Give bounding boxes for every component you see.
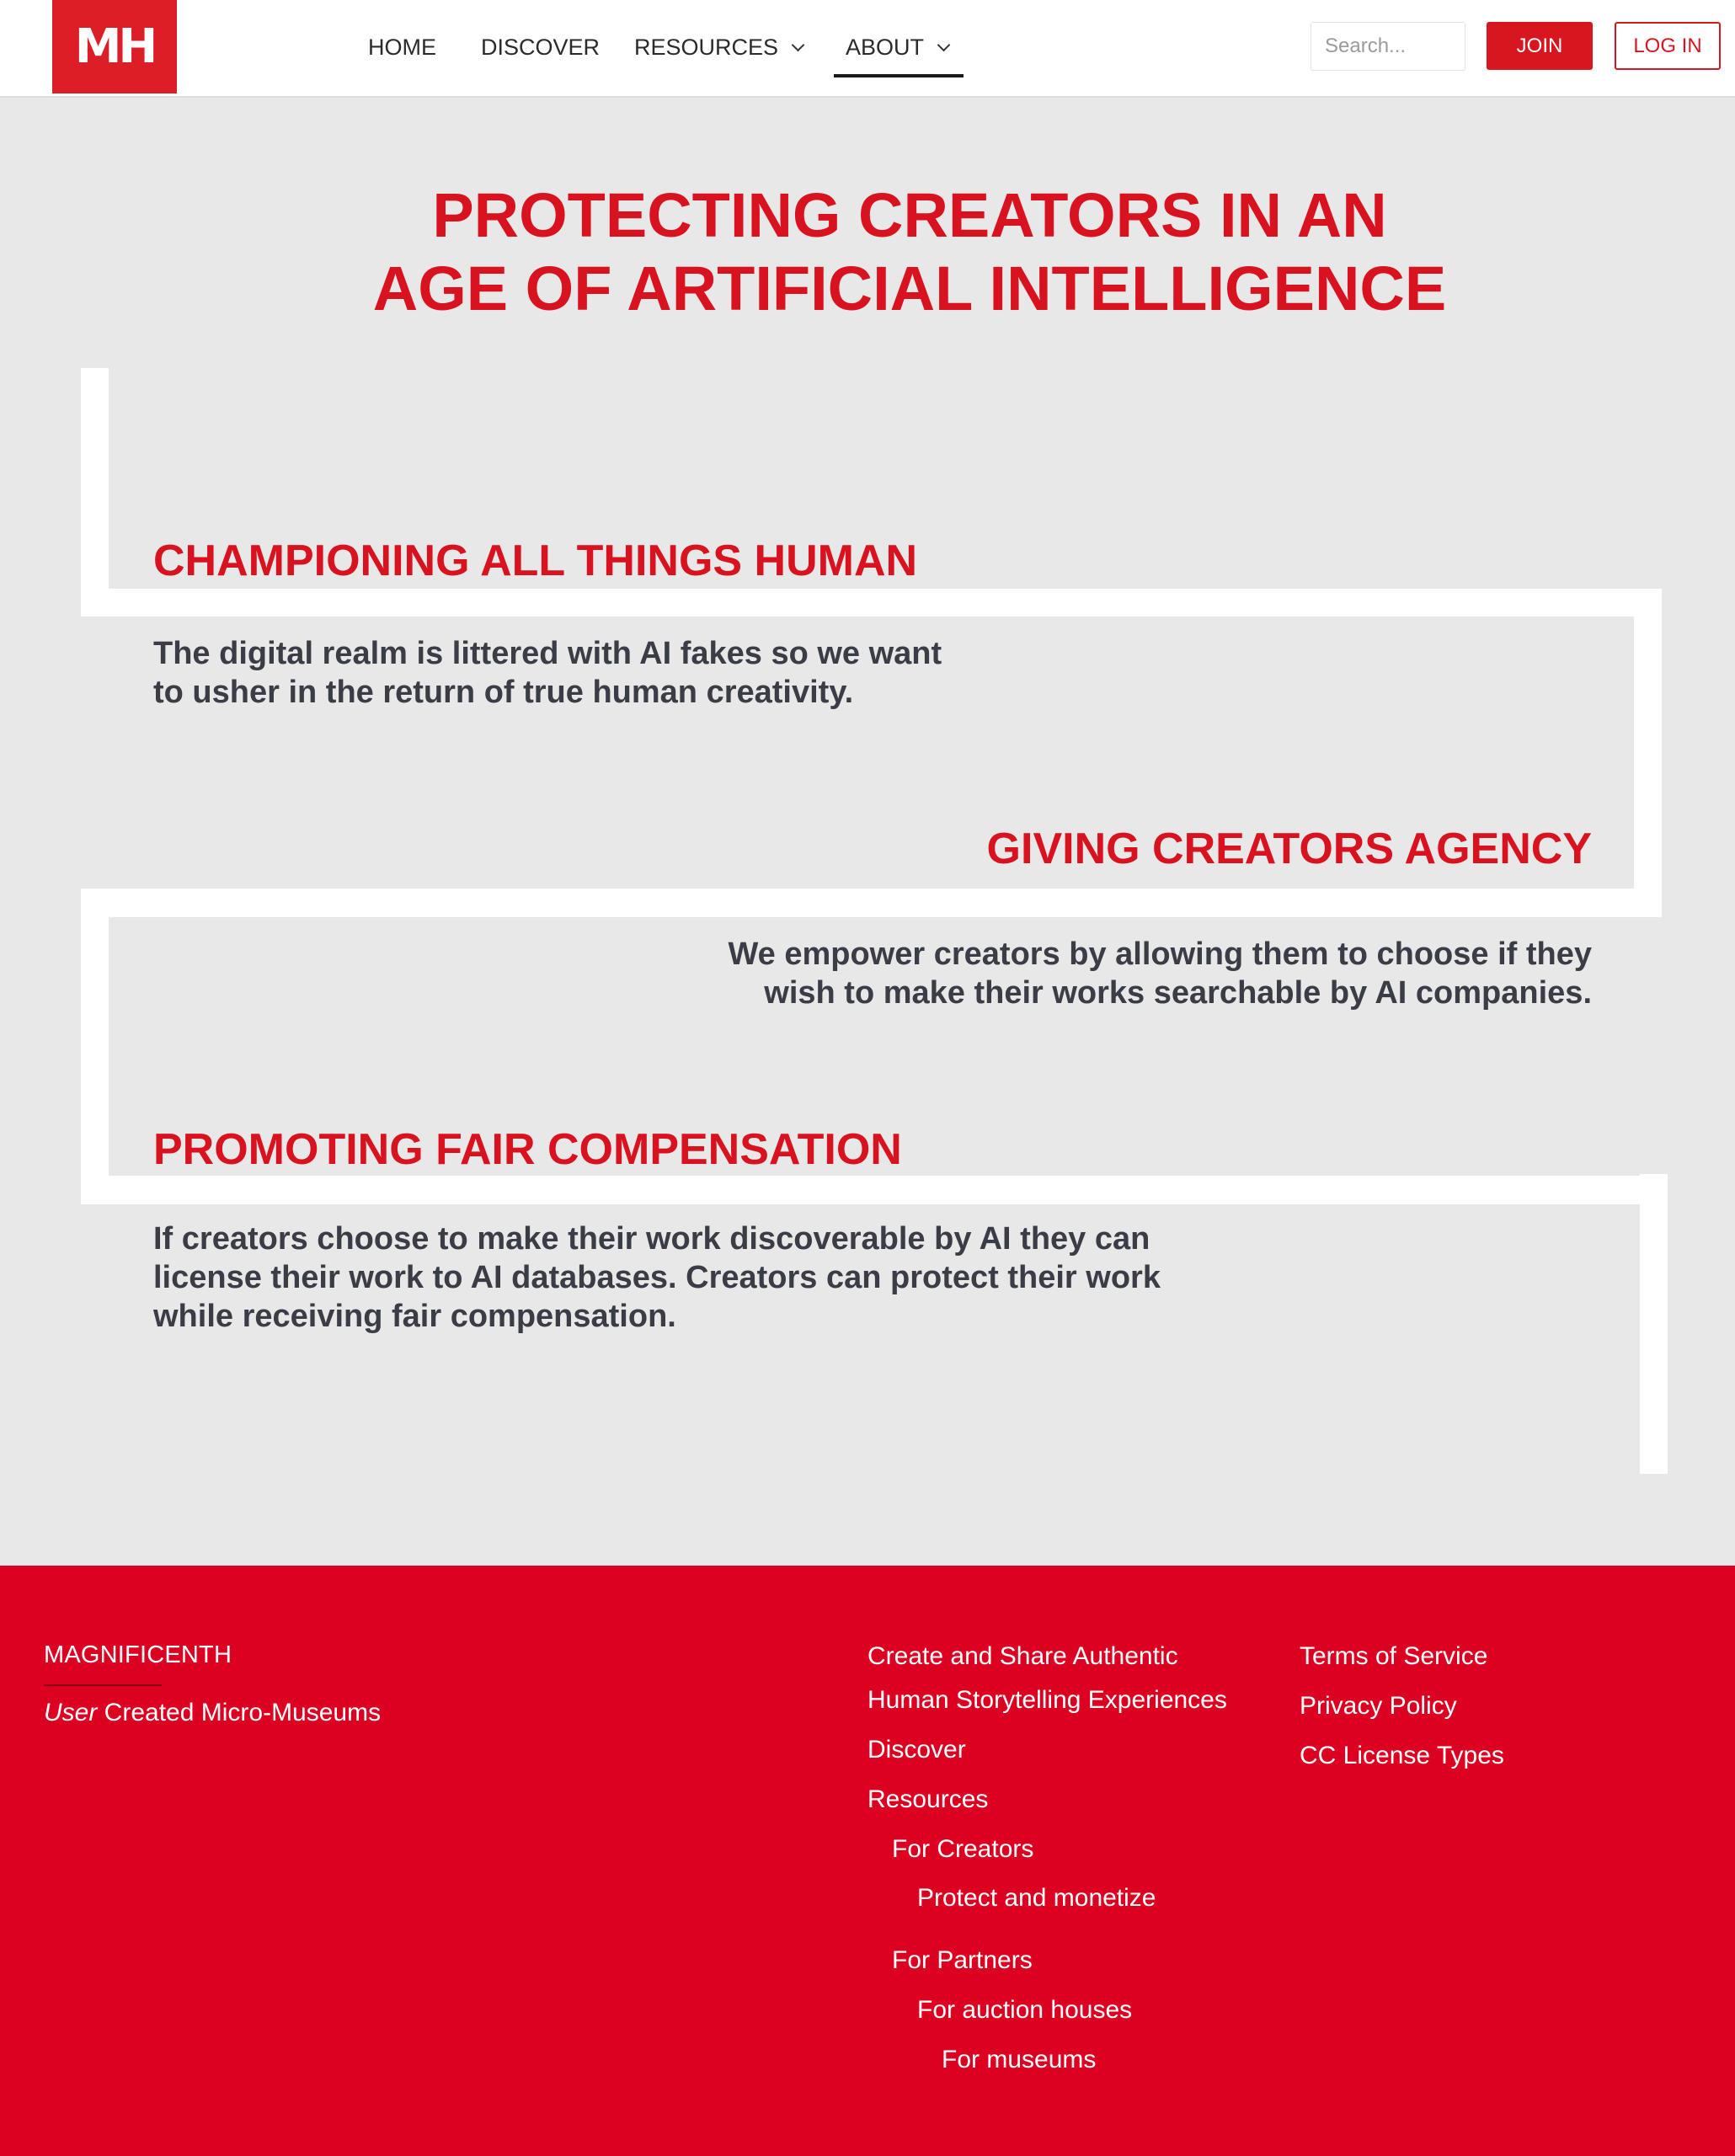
page-title — [0, 179, 1735, 325]
tagline-rest: Created Micro-Museums — [97, 1699, 382, 1726]
footer-link-museums[interactable]: For museums — [942, 2046, 1097, 2073]
frame-bar — [1640, 1174, 1668, 1474]
section-text-line: The digital realm is littered with AI fakes so we want — [153, 636, 942, 671]
search-input[interactable] — [1311, 22, 1465, 71]
tagline-italic: User — [44, 1699, 98, 1726]
footer-link-for-creators[interactable]: For Creators — [892, 1835, 1034, 1863]
nav-discover-label: DISCOVER — [481, 34, 601, 60]
frame-bar — [1634, 589, 1662, 917]
section-text-championing — [153, 634, 942, 712]
footer-link-resources[interactable]: Resources — [868, 1785, 989, 1813]
footer-link-terms[interactable]: Terms of Service — [1300, 1642, 1488, 1670]
nav-about[interactable] — [846, 30, 948, 64]
section-text-line: If creators choose to make their work discoverable by AI they can — [153, 1221, 1150, 1257]
nav-discover[interactable] — [481, 30, 600, 64]
page-title-line-2: AGE OF ARTIFICIAL INTELLIGENCE — [372, 253, 1447, 323]
nav-about-label: ABOUT — [846, 34, 925, 60]
footer-tagline — [44, 1699, 381, 1727]
section-heading-agency: GIVING CREATORS AGENCY — [986, 825, 1592, 873]
section-heading-compensation: PROMOTING FAIR COMPENSATION — [153, 1125, 902, 1174]
section-text-line: to usher in the return of true human creativity. — [153, 675, 854, 710]
nav-home-label: HOME — [368, 34, 436, 60]
footer-link-cc-license[interactable]: CC License Types — [1300, 1742, 1504, 1769]
section-text-compensation — [153, 1219, 1161, 1336]
footer-divider — [44, 1684, 162, 1686]
section-text-line: while receiving fair compensation. — [153, 1299, 676, 1334]
footer-link-privacy[interactable]: Privacy Policy — [1300, 1692, 1457, 1720]
frame-bar — [81, 368, 109, 616]
join-button[interactable]: JOIN — [1487, 22, 1593, 70]
section-text-line: license their work to AI databases. Creators can protect their work — [153, 1260, 1161, 1295]
active-nav-indicator — [834, 74, 964, 77]
frame-bar — [81, 889, 109, 1204]
section-text-line: We empower creators by allowing them to choose if they — [728, 937, 1592, 972]
section-heading-championing: CHAMPIONING ALL THINGS HUMAN — [153, 536, 918, 585]
logo[interactable]: MH — [52, 0, 177, 93]
footer-brand: MAGNIFICENTH — [44, 1641, 232, 1668]
section-text-agency — [728, 935, 1592, 1012]
section-text-line: wish to make their works searchable by AI companies. — [764, 975, 1592, 1011]
site-footer — [0, 1566, 1735, 2156]
login-button[interactable]: LOG IN — [1615, 22, 1721, 70]
site-header — [0, 0, 1735, 98]
frame-bar — [81, 589, 1662, 616]
frame-bar — [81, 1176, 1668, 1204]
footer-link-auction-houses[interactable]: For auction houses — [917, 1996, 1133, 2024]
frame-bar — [81, 889, 1662, 917]
chevron-down-icon — [937, 38, 951, 51]
footer-link-protect[interactable]: Protect and monetize — [917, 1884, 1156, 1912]
nav-resources-label: RESOURCES — [634, 34, 779, 60]
page-title-line-1: PROTECTING CREATORS IN AN — [432, 180, 1387, 250]
nav-resources[interactable] — [634, 30, 803, 64]
nav-home[interactable] — [368, 30, 436, 64]
footer-link-for-partners[interactable]: For Partners — [892, 1946, 1033, 1974]
chevron-down-icon — [792, 38, 805, 51]
footer-link-create-2[interactable]: Human Storytelling Experiences — [868, 1686, 1227, 1714]
footer-link-create[interactable]: Create and Share Authentic — [868, 1642, 1178, 1670]
footer-link-discover[interactable]: Discover — [868, 1736, 966, 1764]
